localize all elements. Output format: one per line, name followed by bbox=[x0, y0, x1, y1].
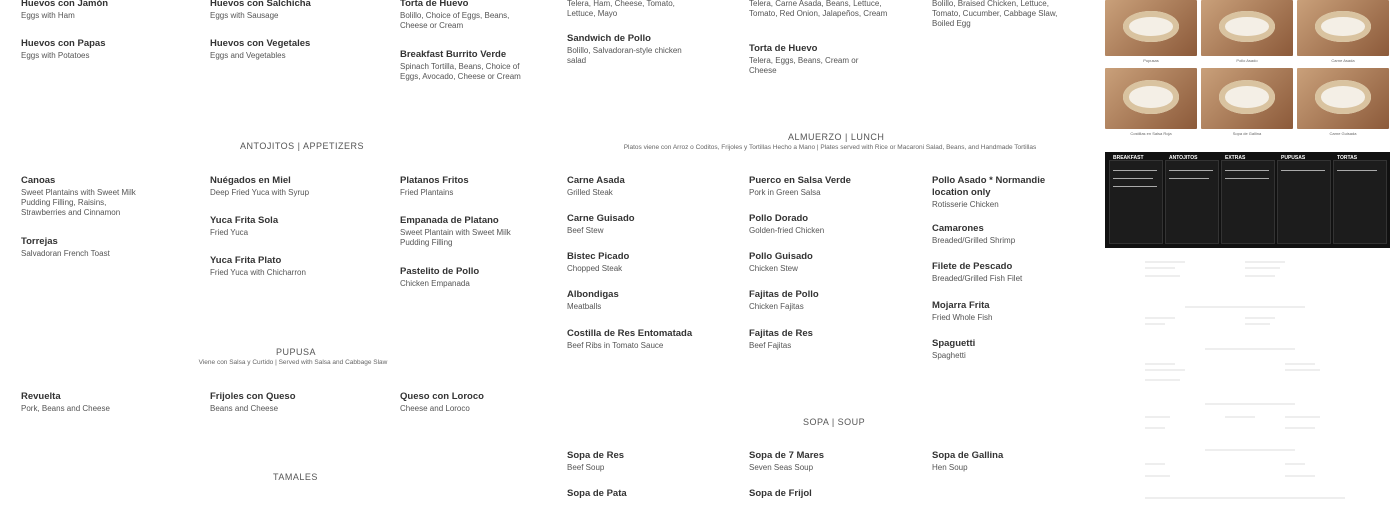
item-desc: Bolillo, Salvadoran-style chicken salad bbox=[567, 46, 682, 65]
item-desc: Meatballs bbox=[567, 302, 602, 311]
menu-item-nuegados bbox=[210, 175, 380, 198]
item-desc: Fried Yuca with Chicharron bbox=[210, 268, 306, 277]
menu-item-sopa-gallina bbox=[932, 450, 1082, 473]
photo-pupusas[interactable] bbox=[1105, 0, 1197, 56]
menu-item-fajitas-res bbox=[749, 328, 909, 351]
menu-item-camarones bbox=[932, 223, 1082, 246]
section-pupusa: PUPUSA bbox=[276, 347, 317, 357]
menu-item-breakfast-burrito bbox=[400, 49, 535, 82]
menu-item-torta-huevo bbox=[400, 0, 525, 31]
menu-item-filete-pescado bbox=[932, 261, 1082, 284]
item-desc: Breaded/Grilled Shrimp bbox=[932, 236, 1016, 245]
item-desc: Sweet Plantains with Sweet Milk Pudding Filling, Raisins, Strawberries and Cinnamon bbox=[21, 188, 136, 217]
item-desc: Spinach Tortilla, Beans, Choice of Eggs, Avocado, Cheese or Cream bbox=[400, 62, 521, 81]
caption-carne-guisada: Carne Guisada bbox=[1329, 131, 1357, 136]
caption-sopa-gallina: Sopa de Gallina bbox=[1232, 131, 1262, 136]
item-name: Empanada de Platano bbox=[400, 215, 499, 226]
item-name: Carne Guisado bbox=[567, 213, 635, 224]
menu-item-canoas bbox=[21, 175, 151, 218]
item-name: Bistec Picado bbox=[567, 251, 630, 262]
menu-item-fajitas-pollo bbox=[749, 289, 909, 312]
menu-item-huevos-papas bbox=[21, 38, 191, 61]
item-name: Fajitas de Res bbox=[749, 328, 813, 339]
item-name: Yuca Frita Sola bbox=[210, 215, 279, 226]
menu-item-empanada-platano bbox=[400, 215, 525, 248]
item-name: Huevos con Jamón bbox=[21, 0, 109, 9]
item-desc: Sweet Plantain with Sweet Milk Pudding Filling bbox=[400, 228, 511, 247]
menu-item-sopa-res bbox=[567, 450, 717, 473]
item-desc: Chicken Stew bbox=[749, 264, 798, 273]
item-name: Albondigas bbox=[567, 289, 619, 300]
menu-item-yuca-sola bbox=[210, 215, 380, 238]
item-name: Costilla de Res Entomatada bbox=[567, 328, 693, 339]
menu-document-lines bbox=[1105, 252, 1390, 500]
item-desc: Salvadoran French Toast bbox=[21, 249, 110, 258]
item-name: Fajitas de Pollo bbox=[749, 289, 819, 300]
menu-item-sopa-7-mares bbox=[749, 450, 909, 473]
menu-item-revuelta bbox=[21, 391, 191, 414]
caption-pollo-asado: Pollo Asado bbox=[1236, 58, 1258, 63]
menu-item-torta-carne bbox=[749, 0, 894, 19]
menu-item-albondigas bbox=[567, 289, 717, 312]
item-name: Queso con Loroco bbox=[400, 391, 484, 402]
item-name: Yuca Frita Plato bbox=[210, 255, 282, 266]
item-desc: Golden-fried Chicken bbox=[749, 226, 825, 235]
menu-item-spaguetti bbox=[932, 338, 1082, 361]
caption-carne-asada: Carne Asada bbox=[1331, 58, 1355, 63]
item-desc: Deep Fried Yuca with Syrup bbox=[210, 188, 310, 197]
item-desc: Breaded/Grilled Fish Filet bbox=[932, 274, 1023, 283]
item-name: Canoas bbox=[21, 175, 56, 186]
item-desc: Chicken Fajitas bbox=[749, 302, 804, 311]
menu-item-pollo-guisado bbox=[749, 251, 909, 274]
item-name: Sopa de Frijol bbox=[749, 488, 812, 499]
item-desc: Chicken Empanada bbox=[400, 279, 470, 288]
item-desc: Chopped Steak bbox=[567, 264, 623, 273]
menu-item-torta-huevo-2 bbox=[749, 43, 874, 76]
menu-item-sandwich-jamon bbox=[567, 0, 692, 19]
menu-item-carne-asada bbox=[567, 175, 717, 198]
item-name: Torta de Huevo bbox=[400, 0, 469, 9]
photo-carne-guisada[interactable] bbox=[1297, 68, 1389, 129]
item-desc: Telera, Carne Asada, Beans, Lettuce, Tomato, Red Onion, Jalapeños, Cream bbox=[749, 0, 888, 18]
item-name: Puerco en Salsa Verde bbox=[749, 175, 851, 186]
item-name: Spaguetti bbox=[932, 338, 976, 349]
menu-board-image[interactable] bbox=[1105, 152, 1390, 248]
item-desc: Beef Fajitas bbox=[749, 341, 792, 350]
item-desc: Hen Soup bbox=[932, 463, 968, 472]
menu-item-torrejas bbox=[21, 236, 191, 259]
section-tamales: TAMALES bbox=[273, 472, 318, 482]
section-almuerzo-sub: Platos viene con Arroz o Coditos, Frijoles y Tortillas Hecho a Mano | Plates served with Rice or Macaroni Salad, Beans, and Handmade Tortillas bbox=[623, 144, 1037, 151]
section-sopa: SOPA | SOUP bbox=[803, 417, 866, 427]
section-almuerzo: ALMUERZO | LUNCH bbox=[788, 132, 885, 142]
menu-item-sopa-pata bbox=[567, 488, 717, 500]
item-name: Nuégados en Miel bbox=[210, 175, 291, 186]
item-desc: Fried Whole Fish bbox=[932, 313, 993, 322]
item-desc: Grilled Steak bbox=[567, 188, 613, 197]
item-desc: Pork in Green Salsa bbox=[749, 188, 821, 197]
menu-item-costilla-res bbox=[567, 328, 737, 351]
item-name: Torrejas bbox=[21, 236, 58, 247]
menu-item-huevos-salchicha bbox=[210, 0, 380, 21]
menu-item-mojarra-frita bbox=[932, 300, 1082, 323]
caption-costillas: Costillas en Salsa Roja bbox=[1130, 131, 1172, 136]
item-name: Huevos con Salchicha bbox=[210, 0, 311, 9]
item-desc: Fried Plantains bbox=[400, 188, 454, 197]
menu-board-label: ANTOJITOS bbox=[1169, 155, 1198, 161]
item-desc: Telera, Ham, Cheese, Tomato, Lettuce, Mayo bbox=[567, 0, 675, 18]
menu-item-puerco-salsa bbox=[749, 175, 909, 198]
menu-item-yuca-plato bbox=[210, 255, 380, 278]
item-name: Filete de Pescado bbox=[932, 261, 1013, 272]
menu-board-label: BREAKFAST bbox=[1113, 155, 1144, 161]
item-name: Pollo Dorado bbox=[749, 213, 809, 224]
item-desc: Spaghetti bbox=[932, 351, 966, 360]
item-name: Carne Asada bbox=[567, 175, 625, 186]
item-name: Pollo Guisado bbox=[749, 251, 813, 262]
menu-document-image[interactable] bbox=[1105, 252, 1390, 500]
item-name: Huevos con Papas bbox=[21, 38, 106, 49]
menu-board-label: EXTRAS bbox=[1225, 155, 1246, 161]
menu-item-carne-guisado bbox=[567, 213, 717, 236]
photo-carne-asada[interactable] bbox=[1297, 0, 1389, 56]
item-name: Mojarra Frita bbox=[932, 300, 990, 311]
section-pupusa-sub: Viene con Salsa y Curtido | Served with Salsa and Cabbage Slaw bbox=[198, 359, 388, 366]
item-desc: Seven Seas Soup bbox=[749, 463, 814, 472]
item-name: Sopa de Gallina bbox=[932, 450, 1004, 461]
item-desc: Beef Stew bbox=[567, 226, 604, 235]
item-name: Camarones bbox=[932, 223, 984, 234]
photo-sopa-gallina[interactable] bbox=[1201, 68, 1293, 129]
menu-item-pastelito-pollo bbox=[400, 266, 550, 289]
item-name: Pollo Asado * Normandie location only bbox=[932, 175, 1046, 198]
menu-item-torta-pollo bbox=[932, 0, 1077, 29]
menu-board-label: TORTAS bbox=[1337, 155, 1358, 161]
menu-item-bistec-picado bbox=[567, 251, 717, 274]
photo-costillas[interactable] bbox=[1105, 68, 1197, 129]
menu-item-huevos-jamon bbox=[21, 0, 191, 21]
item-desc: Bolillo, Braised Chicken, Lettuce, Tomato, Cucumber, Cabbage Slaw, Boiled Egg bbox=[932, 0, 1058, 28]
item-name: Revuelta bbox=[21, 391, 61, 402]
item-name: Sopa de Res bbox=[567, 450, 625, 461]
item-desc: Beef Ribs in Tomato Sauce bbox=[567, 341, 664, 350]
item-desc: Eggs and Vegetables bbox=[210, 51, 286, 60]
menu-item-sandwich-pollo bbox=[567, 33, 692, 66]
item-name: Sandwich de Pollo bbox=[567, 33, 651, 44]
menu-item-pollo-asado bbox=[932, 175, 1082, 210]
item-name: Huevos con Vegetales bbox=[210, 38, 311, 49]
item-desc: Eggs with Ham bbox=[21, 11, 75, 20]
item-desc: Telera, Eggs, Beans, Cream or Cheese bbox=[749, 56, 859, 75]
item-desc: Bolillo, Choice of Eggs, Beans, Cheese or Cream bbox=[400, 11, 510, 30]
item-name: Sopa de 7 Mares bbox=[749, 450, 824, 461]
menu-board-label: PUPUSAS bbox=[1281, 155, 1306, 161]
item-desc: Beans and Cheese bbox=[210, 404, 279, 413]
item-desc: Eggs with Potatoes bbox=[21, 51, 90, 60]
menu-item-huevos-vegetales bbox=[210, 38, 380, 61]
item-desc: Cheese and Loroco bbox=[400, 404, 470, 413]
item-desc: Eggs with Sausage bbox=[210, 11, 279, 20]
caption-pupusas: Pupusas bbox=[1143, 58, 1159, 63]
item-name: Platanos Fritos bbox=[400, 175, 469, 186]
item-name: Sopa de Pata bbox=[567, 488, 627, 499]
item-desc: Rotisserie Chicken bbox=[932, 200, 999, 209]
menu-item-platanos-fritos bbox=[400, 175, 550, 198]
menu-item-queso-loroco bbox=[400, 391, 550, 414]
photo-pollo-asado[interactable] bbox=[1201, 0, 1293, 56]
item-desc: Beef Soup bbox=[567, 463, 605, 472]
item-name: Breakfast Burrito Verde bbox=[400, 49, 507, 60]
item-desc: Pork, Beans and Cheese bbox=[21, 404, 110, 413]
item-name: Frijoles con Queso bbox=[210, 391, 296, 402]
menu-item-pollo-dorado bbox=[749, 213, 909, 236]
item-name: Pastelito de Pollo bbox=[400, 266, 480, 277]
menu-item-frijoles-queso bbox=[210, 391, 380, 414]
item-name: Torta de Huevo bbox=[749, 43, 818, 54]
menu-item-sopa-frijol bbox=[749, 488, 909, 500]
section-antojitos: ANTOJITOS | APPETIZERS bbox=[240, 141, 365, 151]
item-desc: Fried Yuca bbox=[210, 228, 249, 237]
